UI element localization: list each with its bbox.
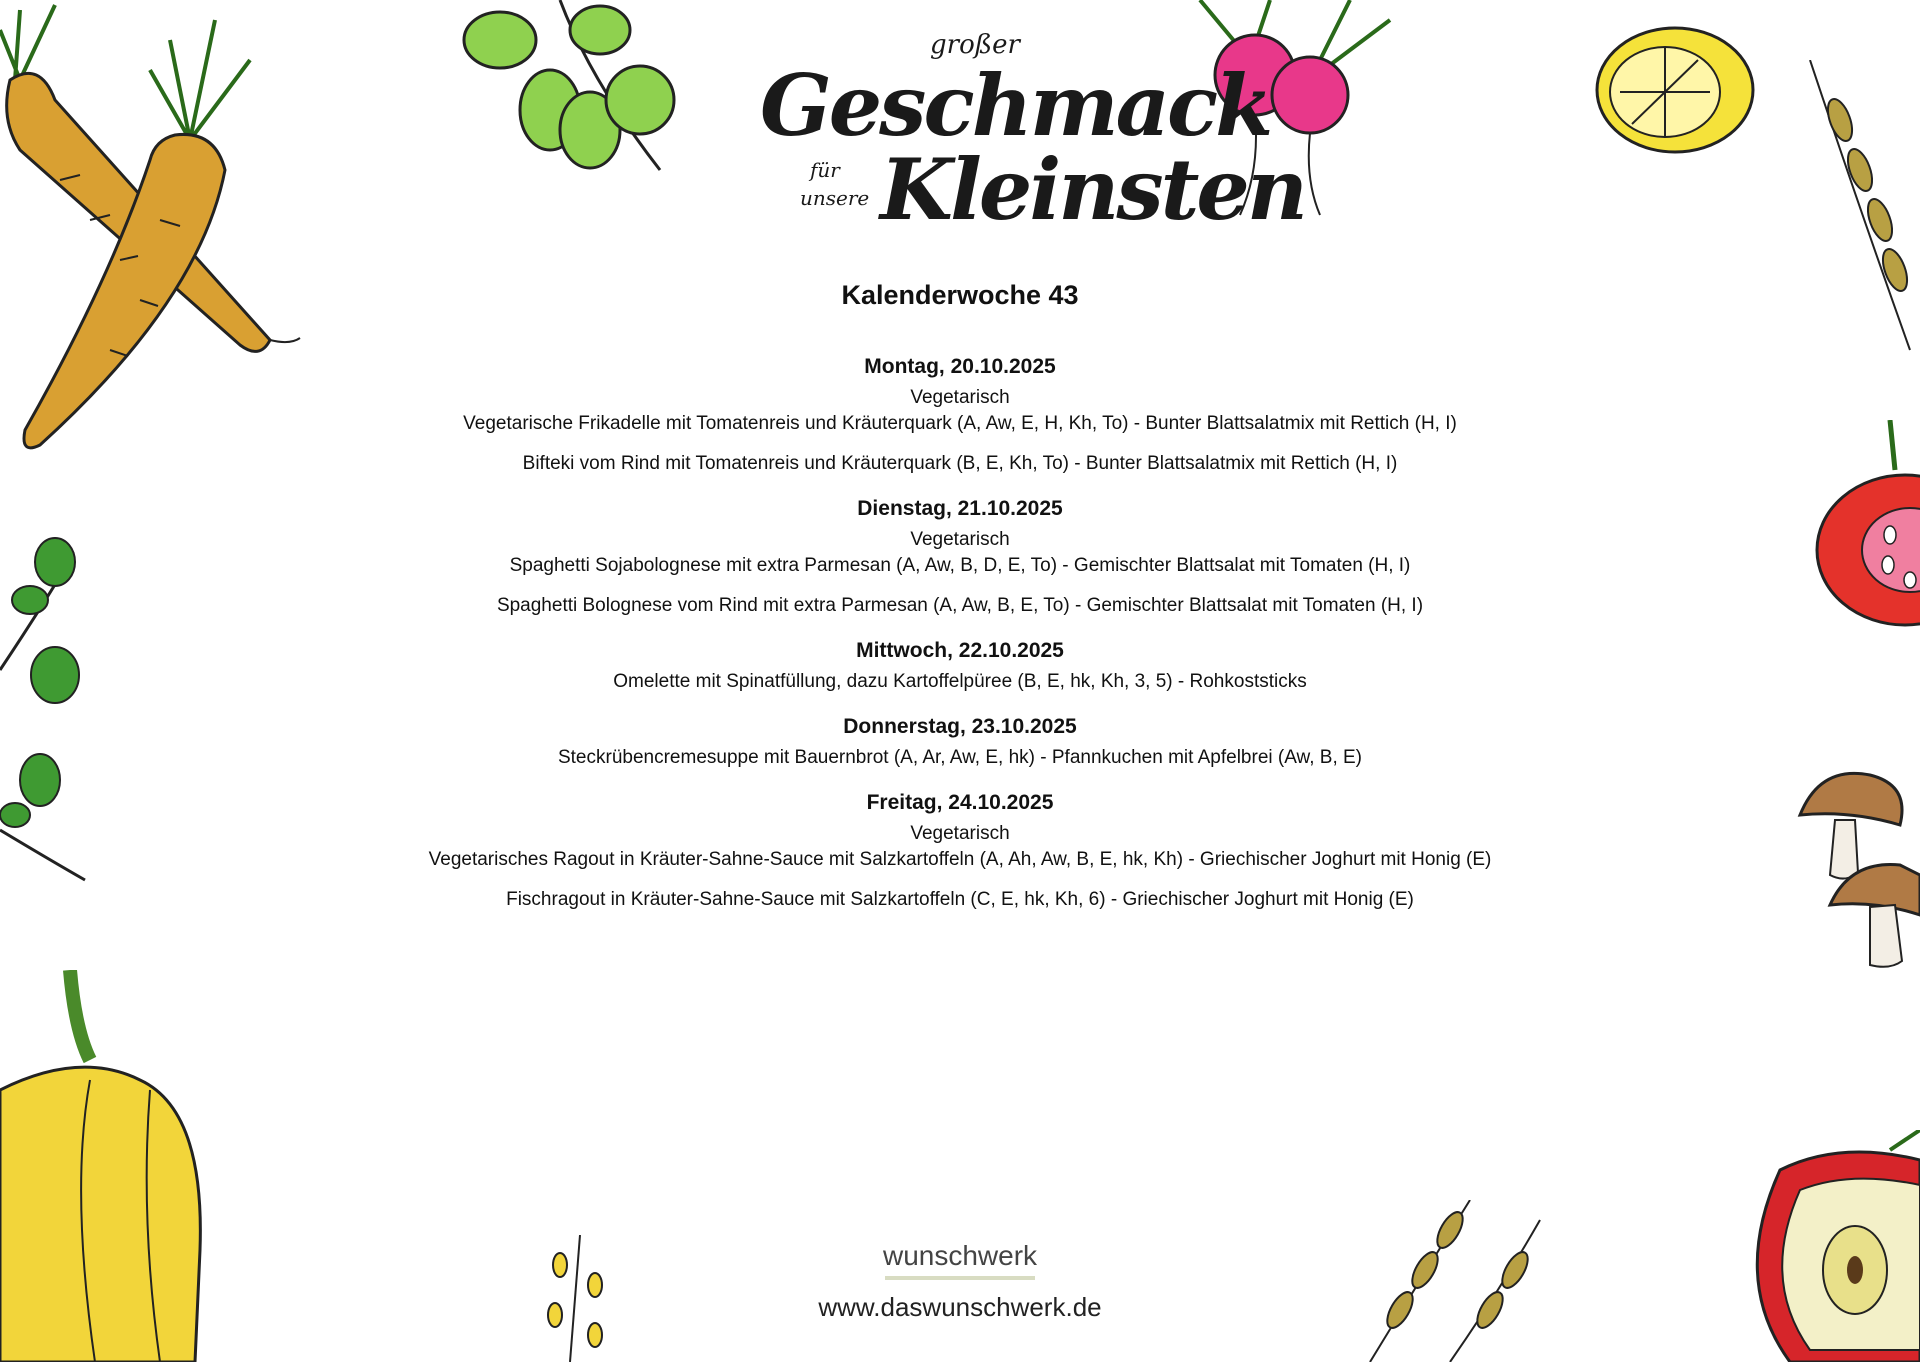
week-title: Kalenderwoche 43 xyxy=(841,280,1079,310)
mushroom-illustration xyxy=(1790,765,1920,975)
pepper-illustration xyxy=(0,970,210,1362)
tomato-illustration xyxy=(1810,420,1920,640)
brand-logo: wunschwerk xyxy=(882,1240,1038,1271)
logo-line-3a: für xyxy=(810,158,840,182)
wheat-illustration xyxy=(1340,1200,1560,1362)
meal-item: Spaghetti Sojabolognese mit extra Parmesan (A, Aw, B, D, E, To) - Gemischter Blattsalat mit Tomaten (H, I) xyxy=(509,555,1411,576)
apple-illustration xyxy=(1740,1130,1920,1362)
day-title: Donnerstag, 23.10.2025 xyxy=(843,715,1077,738)
day-tuesday xyxy=(300,497,1620,617)
day-title: Mittwoch, 22.10.2025 xyxy=(856,639,1064,662)
logo-line-1: großer xyxy=(930,30,1020,60)
brand-underline xyxy=(885,1276,1035,1280)
vegetarian-label: Vegetarisch xyxy=(910,823,1010,844)
day-wednesday xyxy=(300,639,1620,693)
day-title: Montag, 20.10.2025 xyxy=(864,355,1056,378)
wheat-illustration xyxy=(1800,60,1920,360)
logo-line-2: Geschmack xyxy=(760,56,1271,155)
logo xyxy=(760,30,1305,240)
vegetarian-label: Vegetarisch xyxy=(910,387,1010,408)
meal-item: Steckrübencremesuppe mit Bauernbrot (A, Ar, Aw, E, hk) - Pfannkuchen mit Apfelbrei (Aw, B, E) xyxy=(557,747,1363,768)
vegetarian-label: Vegetarisch xyxy=(910,529,1010,550)
lemon-illustration xyxy=(1590,20,1760,160)
spinach-illustration xyxy=(0,530,100,890)
day-thursday xyxy=(300,715,1620,769)
meal-item: Vegetarische Frikadelle mit Tomatenreis und Kräuterquark (A, Aw, E, H, Kh, To) - Bunter Blattsalatmix mit Rettich (H, I) xyxy=(463,413,1457,434)
day-monday xyxy=(300,355,1620,475)
website-link[interactable]: www.daswunschwerk.de xyxy=(818,1292,1102,1322)
meal-item: Fischragout in Kräuter-Sahne-Sauce mit Salzkartoffeln (C, E, hk, Kh, 6) - Griechischer Joghurt mit Honig (E) xyxy=(506,889,1414,910)
menu-content xyxy=(300,280,1620,933)
logo-line-3c: Kleinsten xyxy=(880,140,1305,239)
meal-item: Omelette mit Spinatfüllung, dazu Kartoffelpüree (B, E, hk, Kh, 3, 5) - Rohkoststicks xyxy=(613,671,1307,692)
meal-item: Vegetarisches Ragout in Kräuter-Sahne-Sauce mit Salzkartoffeln (A, Ah, Aw, B, E, hk, Kh) - Griechischer Joghurt mit Honig (E) xyxy=(428,849,1492,870)
day-title: Dienstag, 21.10.2025 xyxy=(857,497,1063,520)
meal-item: Bifteki vom Rind mit Tomatenreis und Kräuterquark (B, E, Kh, To) - Bunter Blattsalatmix mit Rettich (H, I) xyxy=(522,453,1398,474)
oat-illustration xyxy=(530,1235,620,1362)
meal-item: Spaghetti Bolognese vom Rind mit extra Parmesan (A, Aw, B, E, To) - Gemischter Blattsalat mit Tomaten (H, I) xyxy=(496,595,1424,616)
day-friday xyxy=(300,791,1620,911)
footer xyxy=(800,1240,1120,1323)
carrot-illustration xyxy=(0,0,310,470)
day-title: Freitag, 24.10.2025 xyxy=(866,791,1054,814)
logo-line-3b: unsere xyxy=(800,186,870,210)
herb-illustration xyxy=(440,0,720,190)
